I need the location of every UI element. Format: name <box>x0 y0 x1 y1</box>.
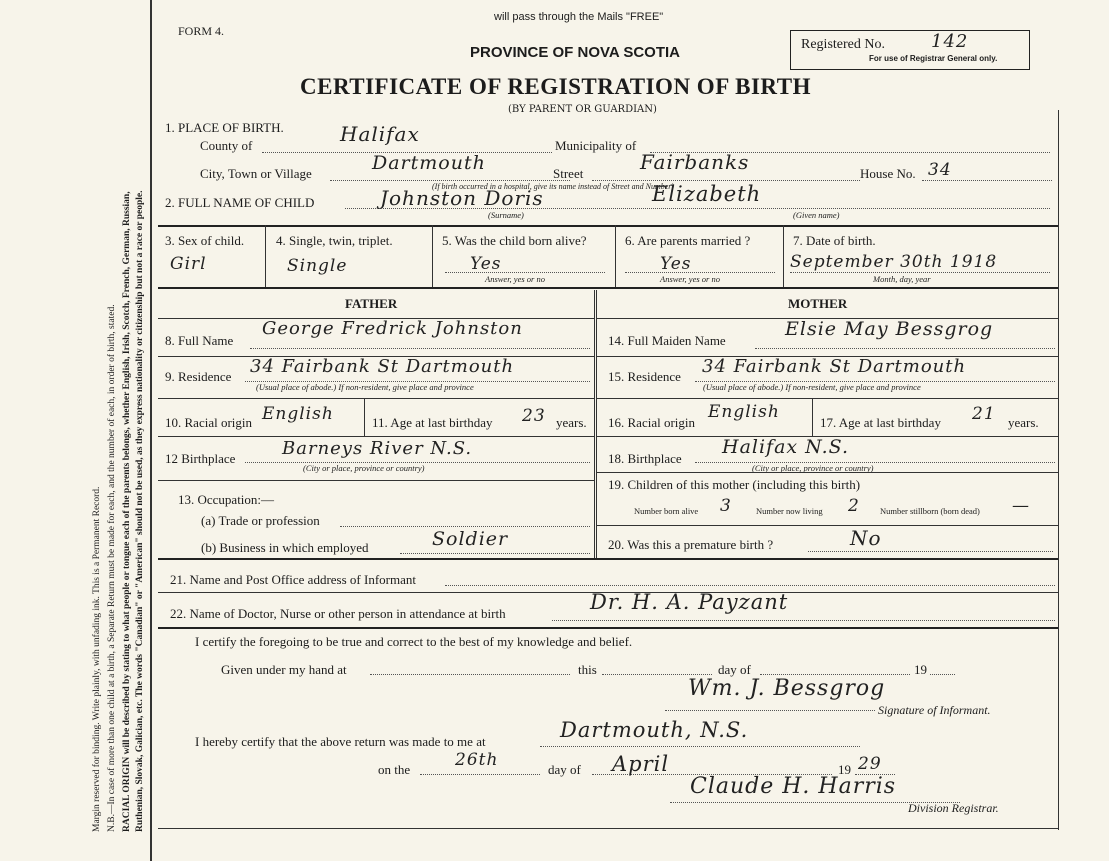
mother-birthplace-label: 18. Birthplace <box>608 451 682 466</box>
registered-day-value: 26th <box>455 750 499 770</box>
single-label: 4. Single, twin, triplet. <box>276 233 393 248</box>
informant-signature: Wm. J. Bessgrog <box>688 676 886 701</box>
business-label: (b) Business in which employed <box>201 540 369 555</box>
registrar-note: For use of Registrar General only. <box>869 54 998 63</box>
alive-caption: Answer, yes or no <box>485 274 545 284</box>
house-value: 34 <box>928 160 952 180</box>
margin-border <box>150 0 152 861</box>
father-residence-label: 9. Residence <box>165 369 232 384</box>
mother-racial-label: 16. Racial origin <box>608 415 696 430</box>
page-subtitle: (BY PARENT OR GUARDIAN) <box>508 104 657 115</box>
sex-value: Girl <box>170 254 207 274</box>
page-title: CERTIFICATE OF REGISTRATION OF BIRTH <box>300 74 811 99</box>
on-the-label: on the <box>378 762 411 777</box>
father-birthplace-value: Barneys River N.S. <box>282 438 473 459</box>
father-birthplace-label: 12 Birthplace <box>165 451 236 466</box>
registered-year-label: 19 <box>838 762 851 777</box>
mail-note: will pass through the Mails "FREE" <box>494 11 664 23</box>
mother-heading: MOTHER <box>788 296 848 311</box>
year-prefix-label: 19 <box>914 662 927 677</box>
mother-residence-value: 34 Fairbank St Dartmouth <box>702 356 967 377</box>
registrar-caption: Division Registrar. <box>908 801 999 815</box>
mother-name-label: 14. Full Maiden Name <box>608 333 726 348</box>
child-name-label: 2. FULL NAME OF CHILD <box>165 195 315 210</box>
house-label: House No. <box>860 166 916 181</box>
father-residence-value: 34 Fairbank St Dartmouth <box>250 356 515 377</box>
father-age-value: 23 <box>522 406 546 426</box>
child-surname-value: Johnston Doris <box>380 186 544 210</box>
informant-label: 21. Name and Post Office address of Informant <box>170 572 416 587</box>
mother-age-value: 21 <box>972 404 996 424</box>
city-value: Dartmouth <box>372 152 486 174</box>
alive-label: 5. Was the child born alive? <box>442 233 587 248</box>
single-value: Single <box>287 256 348 276</box>
stillborn-value: — <box>1012 496 1030 516</box>
given-under-label: Given under my hand at <box>221 662 347 677</box>
given-caption: (Given name) <box>793 210 840 220</box>
this-label: this <box>578 662 597 677</box>
mother-racial-value: English <box>708 402 780 422</box>
date-caption: Month, day, year <box>873 274 931 284</box>
father-racial-value: English <box>262 404 334 424</box>
date-value: September 30th 1918 <box>790 252 998 272</box>
margin-note-racial-origin: RACIAL ORIGIN will be described by stating to what people or tongue each of the parents belongs, whether English, Irish, Scotch, French, German, Russian, <box>122 191 132 832</box>
stillborn-label: Number stillborn (born dead) <box>880 506 980 516</box>
married-value: Yes <box>660 254 692 274</box>
now-living-label: Number now living <box>756 506 823 516</box>
father-mother-divider <box>594 290 597 558</box>
mother-birthplace-caption: (City or place, province or country) <box>752 463 874 473</box>
trade-label: (a) Trade or profession <box>201 513 320 528</box>
mother-residence-label: 15. Residence <box>608 369 681 384</box>
day-of-label: day of <box>548 762 581 777</box>
certify-statement: I certify the foregoing to be true and correct to the best of my knowledge and belief. <box>195 634 633 649</box>
mother-years: years. <box>1008 415 1039 430</box>
father-heading: FATHER <box>345 296 398 311</box>
child-given-value: Elizabeth <box>652 182 762 206</box>
margin-note-binding: Margin reserved for binding. Write plainly, with unfading ink. This is a Permanent Record. <box>92 486 102 832</box>
dayof-label: day of <box>718 662 751 677</box>
occupation-label: 13. Occupation:— <box>178 492 275 507</box>
born-alive-value: 3 <box>720 496 732 516</box>
premature-value: No <box>850 526 882 550</box>
county-label: County of <box>200 138 253 153</box>
alive-value: Yes <box>470 254 502 274</box>
registered-month-value: April <box>612 752 670 776</box>
registered-at-value: Dartmouth, N.S. <box>560 718 749 742</box>
form-right-border <box>1058 110 1059 830</box>
mother-residence-caption: (Usual place of abode.) If non-resident, give place and province <box>703 382 921 392</box>
married-label: 6. Are parents married ? <box>625 233 751 248</box>
place-of-birth-label: 1. PLACE OF BIRTH. <box>165 120 284 135</box>
street-value: Fairbanks <box>640 150 750 174</box>
doctor-label: 22. Name of Doctor, Nurse or other person in attendance at birth <box>170 606 506 621</box>
premature-label: 20. Was this a premature birth ? <box>608 537 774 552</box>
margin-note-multiple-births: N.B.—In case of more than one child at a birth, a Separate Return must be made for each, and the number of each, in order of birth, stated. <box>107 304 117 832</box>
province-title: PROVINCE OF NOVA SCOTIA <box>470 44 681 61</box>
informant-signature-caption: Signature of Informant. <box>878 703 991 717</box>
mother-age-label: 17. Age at last birthday <box>820 415 941 430</box>
born-alive-label: Number born alive <box>634 506 699 516</box>
surname-caption: (Surname) <box>488 210 524 220</box>
father-name-label: 8. Full Name <box>165 333 234 348</box>
registered-value: 142 <box>931 31 969 52</box>
father-racial-label: 10. Racial origin <box>165 415 253 430</box>
municipality-label: Municipality of <box>555 138 637 153</box>
county-value: Halifax <box>340 122 420 146</box>
margin-note-racial-origin-2: Ruthenian, Slovak, Galician, etc. The words "Canadian" or "American" should not be used, as they express nationality or citizenship but not a race or people. <box>135 190 145 832</box>
now-living-value: 2 <box>848 496 860 516</box>
sex-label: 3. Sex of child. <box>165 233 245 248</box>
registered-label: Registered No. <box>801 37 885 52</box>
married-caption: Answer, yes or no <box>660 274 720 284</box>
father-residence-caption: (Usual place of abode.) If non-resident, give place and province <box>256 382 474 392</box>
registered-box <box>790 30 1030 70</box>
father-birthplace-caption: (City or place, province or country) <box>303 463 425 473</box>
business-value: Soldier <box>432 528 509 550</box>
registered-year-value: 29 <box>858 754 882 774</box>
father-years: years. <box>556 415 587 430</box>
children-label: 19. Children of this mother (including this birth) <box>608 477 861 492</box>
registrar-signature: Claude H. Harris <box>690 774 897 799</box>
father-name-value: George Fredrick Johnston <box>262 318 523 339</box>
date-label: 7. Date of birth. <box>793 233 876 248</box>
hereby-certify-label: I hereby certify that the above return was made to me at <box>195 734 486 749</box>
doctor-value: Dr. H. A. Payzant <box>590 590 789 614</box>
mother-name-value: Elsie May Bessgrog <box>785 318 994 340</box>
hospital-note: (If birth occurred in a hospital, give its name instead of Street and Number) <box>432 182 675 191</box>
mother-birthplace-value: Halifax N.S. <box>722 436 849 458</box>
father-age-label: 11. Age at last birthday <box>372 415 493 430</box>
form-number: FORM 4. <box>178 24 225 38</box>
city-label: City, Town or Village <box>200 166 312 181</box>
street-label: Street <box>553 166 584 181</box>
